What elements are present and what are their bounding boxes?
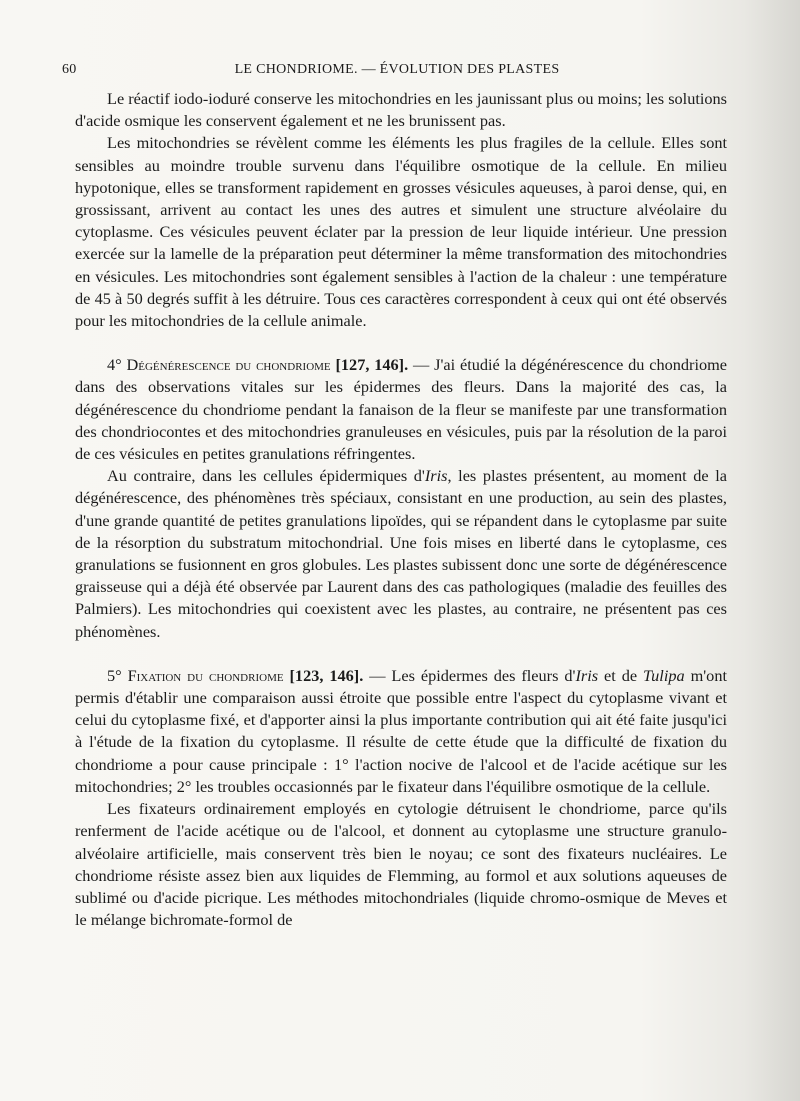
- taxon-iris: Iris: [424, 466, 448, 486]
- section-5-paragraph-2: Les fixateurs ordinairement employés en cytologie détruisent le chondriome, parce qu'ils renferment de l'acide acétique ou de l'alcool, et donnent au cytoplasme une structure granulo-alvéolaire artificielle, mais conservent très bien le noyau; ce sont des fixateurs nucléaires. Le chondriome résiste assez bien aux liquides de Flemming, au formol et aux solutions aqueuses de sublimé ou d'acide picrique. Les méthodes mitochondriales (liquide chromo-osmique de Meves et le mélange bichromate-formol de: [75, 799, 727, 930]
- taxon-iris: Iris: [575, 665, 599, 685]
- section-gap: [75, 643, 727, 665]
- paragraph-mitochondries: Les mitochondries se révèlent comme les éléments les plus fragiles de la cellule. Elles sont sensibles au moindre trouble survenu dans l'équilibre osmotique de la cellule. En milieu hypotonique, elles se transforment rapidement en grosses vésicules aqueuses, à paroi dense, qui, en grossissant, arrivent au contact les unes des autres et simulent une structure alvéolaire du cytoplasme. Ces vésicules peuvent éclater par la pression de leur liquide intérieur. Une pression exercée sur la lamelle de la préparation peut déterminer la même transformation des mitochondries en vésicules. Les mitochondries sont également sensibles à l'action de la chaleur : une température de 45 à 50 degrés suffit à les détruire. Tous ces caractères correspondent à ceux qui ont été observés pour les mitochondries de la cellule animale.: [75, 133, 727, 331]
- text-run: m'ont permis d'établir une comparaison aussi étroite que possible entre l'aspect du cytoplasme vivant et celui du cytoplasme fixé, et d'apporter ainsi la plus importante contribution qui ait été faite jusqu'ici à l'étude de la fixation du cytoplasme. Il résulte de cette étude que la difficulté de fixation du chondriome a pour cause principale : 1° l'action nocive de l'alcool et de l'acide acétique sur les mitochondries; 2° les troubles occasionnés par le fixateur dans l'équilibre osmotique de la cellule.: [75, 665, 727, 796]
- section-4-paragraph: [75, 354, 727, 465]
- paragraph-iodo: Le réactif iodo-ioduré conserve les mitochondries en les jaunissant plus ou moins; les solutions d'acide osmique les conservent également et ne les brunissent pas.: [75, 89, 727, 131]
- section-5-heading: Fixation du chondriome: [127, 665, 284, 685]
- running-title: LE CHONDRIOME. — ÉVOLUTION DES PLASTES: [234, 62, 560, 77]
- text-run: , les plastes présentent, au moment de la dégénérescence, des phénomènes très spéciaux, consistant en une production, au sein des plastes, d'une grande quantité de petites granulations lipoïdes, qui se répandent dans le cytoplasme par suite de la résorption du substratum mitochondrial. Une fois mises en liberté dans le cytoplasme, ces granulations se fusionnent en gros globules. Les plastes subissent donc une sorte de dégénérescence graisseuse qui a déjà été observée par Laurent dans des cas pathologiques (maladie des feuilles des Palmiers). Les mitochondries qui coexistent avec les plastes, au contraire, ne présentent pas ces phénomènes.: [75, 466, 727, 641]
- text-run: Au contraire, dans les cellules épidermiques d': [107, 466, 425, 486]
- text-run: et de: [598, 665, 644, 685]
- section-4-text: — J'ai étudié la dégénérescence du chondriome dans des observations vitales sur les épidermes des fleurs. Dans la majorité des cas, la dégénérescence du chondriome pendant la fanaison de la fleur se manifeste par une transformation des chondriocontes et des mitochondries granuleuses en vésicules, puis par la résolution de la paroi de ces vésicules en petites granulations réfringentes.: [75, 355, 728, 464]
- body-text: [75, 88, 727, 931]
- taxon-tulipa: Tulipa: [643, 665, 685, 685]
- section-4-refs: [127, 146].: [335, 355, 409, 375]
- section-5-refs: [123, 146].: [289, 665, 364, 685]
- section-5-number: 5°: [107, 665, 122, 685]
- section-4-paragraph-2: [75, 465, 727, 643]
- section-4-heading: Dégénérescence du chondriome: [126, 355, 331, 375]
- section-gap: [75, 332, 727, 354]
- section-4-number: 4°: [107, 355, 122, 375]
- page-number: 60: [62, 62, 77, 77]
- section-5-paragraph: [75, 665, 727, 798]
- text-run: — Les épidermes des fleurs d': [363, 665, 576, 685]
